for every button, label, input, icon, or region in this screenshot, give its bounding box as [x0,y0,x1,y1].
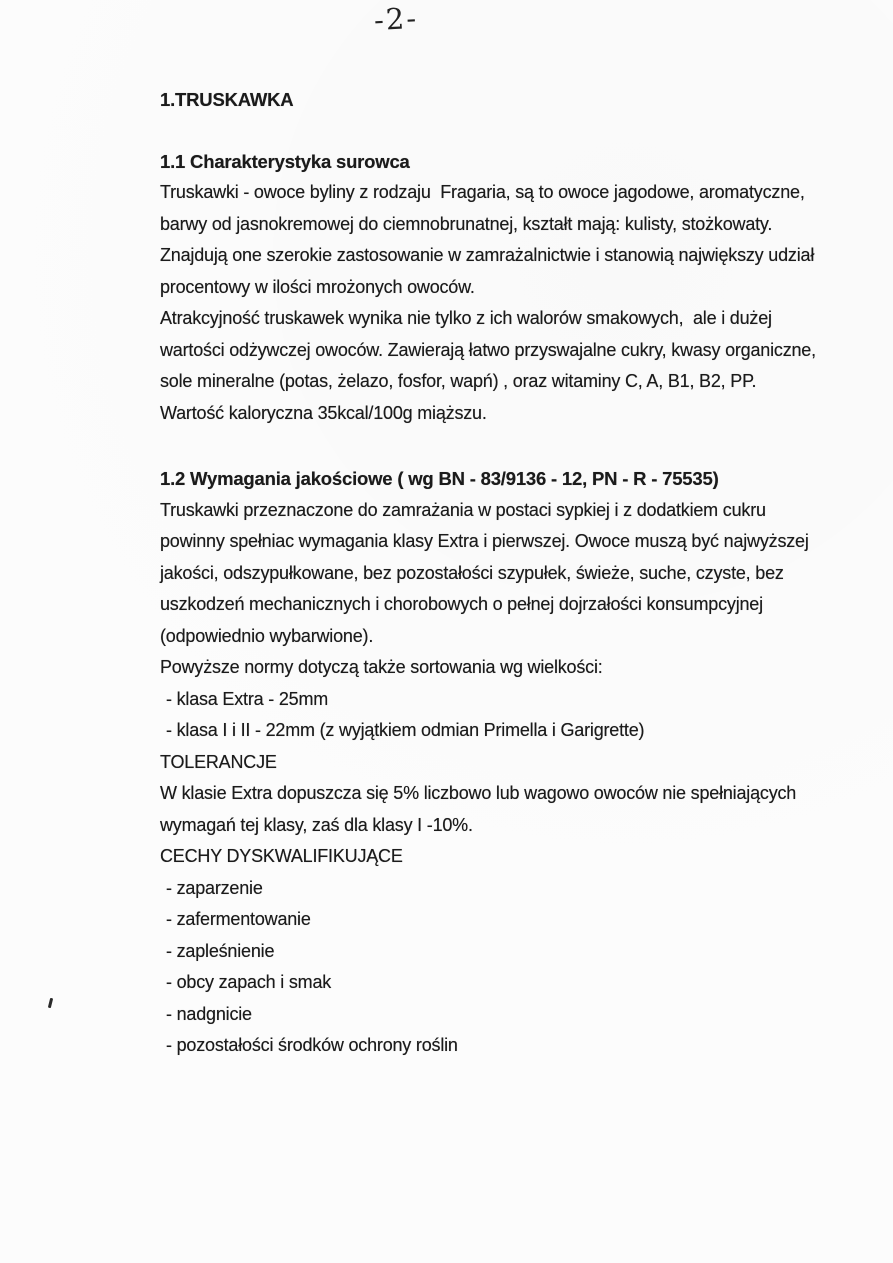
pen-mark [48,998,53,1008]
doc-line: Znajdują one szerokie zastosowanie w zamrażalnictwie i stanowią największy udział [160,245,815,265]
doc-title: 1.TRUSKAWKA [160,89,294,110]
list-item: - nadgnicie [166,1003,252,1024]
doc-line: Powyższe normy dotyczą także sortowania wg wielkości: [160,657,603,677]
list-item: - obcy zapach i smak [166,972,332,992]
list-item: - zaparzenie [166,877,263,898]
doc-line: sole mineralne (potas, żelazo, fosfor, wapń) , oraz witaminy C, A, B1, B2, PP. [160,371,757,391]
doc-line: Wartość kaloryczna 35kcal/100g miąższu. [160,402,487,423]
doc-line: TOLERANCJE [160,751,277,772]
document-body [160,84,860,1062]
doc-line: Truskawki przeznaczone do zamrażania w postaci sypkiej i z dodatkiem cukru [160,499,766,520]
doc-line: barwy od jasnokremowej do ciemnobrunatnej, kształt mają: kulisty, stożkowaty. [160,213,773,234]
page-number: -2- [373,0,419,38]
doc-line: (odpowiednio wybarwione). [160,625,374,646]
doc-line: W klasie Extra dopuszcza się 5% liczbowo lub wagowo owoców nie spełniających [160,783,797,803]
doc-line: jakości, odszypułkowane, bez pozostałości szypułek, świeże, suche, czyste, bez [160,562,784,583]
list-item: - zapleśnienie [166,940,275,961]
doc-line: Truskawki - owoce byliny z rodzaju Fragaria, są to owoce jagodowe, aromatyczne, [160,182,805,202]
doc-line: wymagań tej klasy, zaś dla klasy I -10%. [160,814,473,835]
section-heading-1-1: 1.1 Charakterystyka surowca [160,150,410,172]
doc-line: wartości odżywczej owoców. Zawierają łatwo przyswajalne cukry, kwasy organiczne, [160,339,816,360]
doc-line: procentowy w ilości mrożonych owoców. [160,276,475,297]
section-heading-1-2: 1.2 Wymagania jakościowe ( wg BN - 83/9136 - 12, PN - R - 75535) [160,468,719,489]
list-item: - pozostałości środków ochrony roślin [166,1035,458,1055]
doc-line: uszkodzeń mechanicznych i chorobowych o pełnej dojrzałości konsumpcyjnej [160,594,763,614]
list-item: - klasa I i II - 22mm (z wyjątkiem odmian Primella i Garigrette) [166,720,645,740]
doc-line: CECHY DYSKWALIFIKUJĄCE [160,846,403,866]
doc-line: powinny spełniac wymagania klasy Extra i pierwszej. Owoce muszą być najwyższej [160,531,809,551]
doc-line: Atrakcyjność truskawek wynika nie tylko z ich walorów smakowych, ale i dużej [160,308,772,328]
list-item: - zafermentowanie [166,909,311,929]
list-item: - klasa Extra - 25mm [166,688,329,709]
